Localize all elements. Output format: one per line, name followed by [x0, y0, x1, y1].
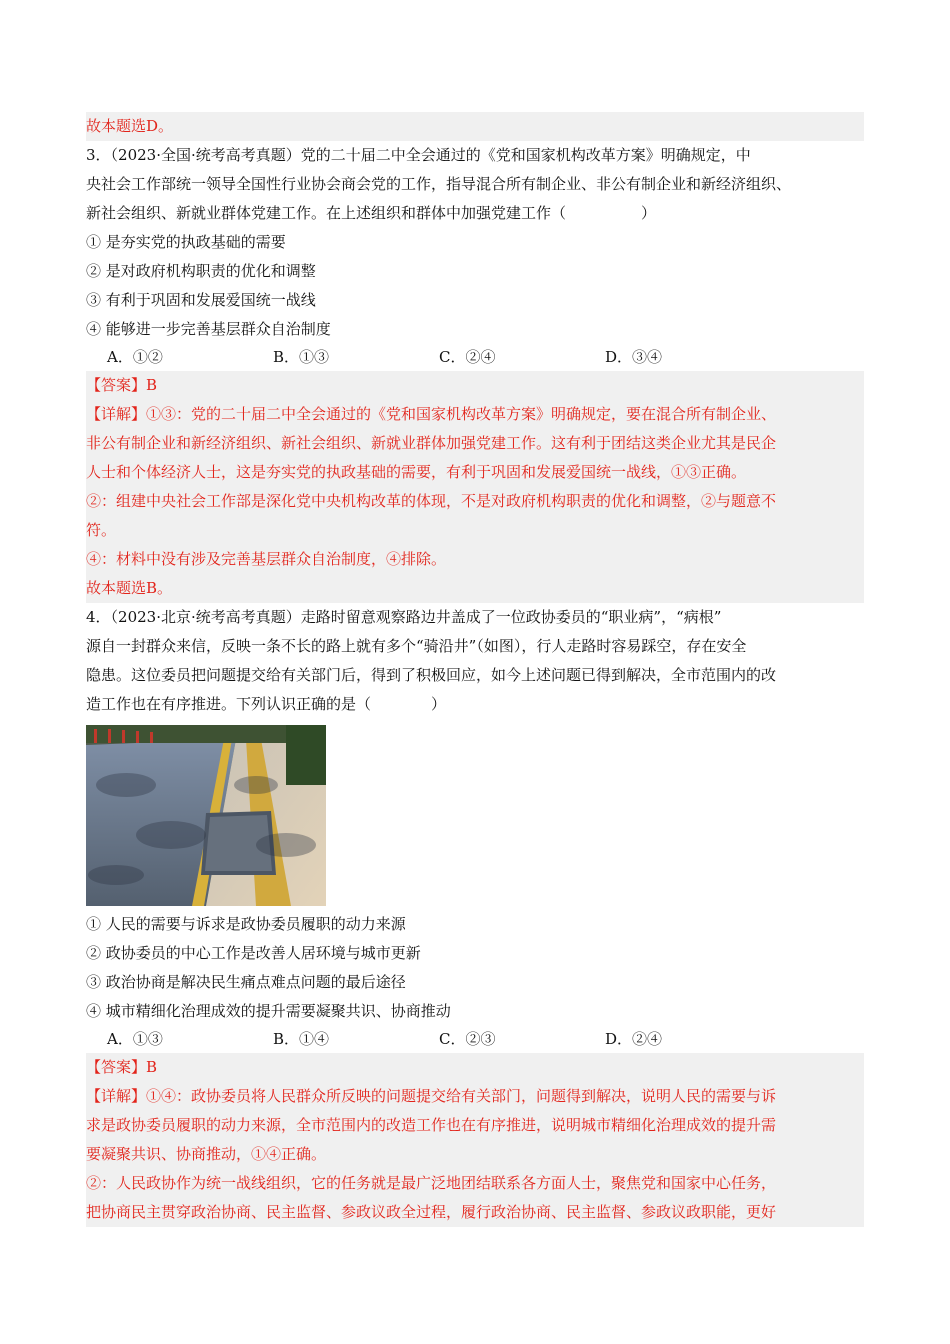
q4-answer-value: B — [146, 1058, 158, 1076]
manhole-road-photo — [86, 725, 326, 906]
question-3 — [86, 141, 864, 603]
q4-statement: ④ 城市精细化治理成效的提升需要凝聚共识、协商推动 — [86, 1002, 451, 1020]
q4-explanation-block — [86, 1053, 864, 1227]
prev-conclusion: 故本题选D。 — [86, 112, 864, 141]
q3-detail-line: 人士和个体经济人士，这是夯实党的执政基础的需要，有利于巩固和发展爱国统一战线，①③正确。 — [86, 463, 747, 481]
q3-detail-label: 【详解】 — [86, 405, 147, 423]
q4-detail-line: 要凝聚共识、协商推动，①④正确。 — [86, 1145, 327, 1163]
q4-option-c: C．②③ — [439, 1030, 496, 1048]
q4-statement: ③ 政治协商是解决民生痛点难点问题的最后途径 — [86, 973, 406, 991]
q4-detail-label: 【详解】 — [86, 1087, 147, 1105]
document-page — [86, 112, 864, 1227]
question-4 — [86, 603, 864, 1227]
q3-stem-line: 新社会组织、新就业群体党建工作。在上述组织和群体中加强党建工作（ ） — [86, 204, 657, 222]
q3-statement: ④ 能够进一步完善基层群众自治制度 — [86, 320, 331, 338]
q3-detail-line: 非公有制企业和新经济组织、新社会组织、新就业群体加强党建工作。这有利于团结这类企业尤其是民企 — [86, 434, 777, 452]
q4-option-d: D．②④ — [605, 1030, 663, 1048]
q3-stem-line: 央社会工作部统一领导全国性行业协会商会党的工作，指导混合所有制企业、非公有制企业和新经济组织、 — [86, 175, 792, 193]
q3-conclusion: 故本题选B。 — [86, 579, 173, 597]
q4-detail-text: ①④：政协委员将人民群众所反映的问题提交给有关部门，问题得到解决，说明人民的需要与诉 — [146, 1087, 777, 1105]
q3-explanation-block — [86, 371, 864, 603]
q4-detail-line: ②：人民政协作为统一战线组织，它的任务就是最广泛地团结联系各方面人士，聚焦党和国家中心任务， — [86, 1174, 777, 1192]
q3-option-b: B．①③ — [273, 348, 330, 366]
q3-detail-text: ①③：党的二十届二中全会通过的《党和国家机构改革方案》明确规定，要在混合所有制企业、 — [146, 405, 777, 423]
q4-detail-line — [86, 1082, 864, 1111]
q3-statement: ③ 有利于巩固和发展爱国统一战线 — [86, 291, 316, 309]
q3-option-a: A．①② — [107, 348, 163, 366]
q3-option-d: D．③④ — [605, 348, 663, 366]
q3-detail-line: 符。 — [86, 521, 117, 539]
q3-answer — [86, 371, 864, 400]
q4-stem-line: 源自一封群众来信，反映一条不长的路上就有多个“骑沿井”（如图），行人走路时容易踩空，存在安全 — [86, 637, 747, 655]
q3-options — [86, 344, 864, 371]
q4-options — [86, 1026, 864, 1053]
q4-statement: ② 政协委员的中心工作是改善人居环境与城市更新 — [86, 944, 421, 962]
q3-option-c: C．②④ — [439, 348, 496, 366]
q3-stem-line: 3．（2023·全国·统考高考真题）党的二十届二中全会通过的《党和国家机构改革方案》明确规定，中 — [86, 146, 751, 164]
q3-answer-label: 【答案】 — [86, 376, 147, 394]
q3-detail-line: ④：材料中没有涉及完善基层群众自治制度，④排除。 — [86, 550, 447, 568]
q3-statement: ① 是夯实党的执政基础的需要 — [86, 233, 286, 251]
q4-detail-line: 把协商民主贯穿政治协商、民主监督、参政议政全过程，履行政治协商、民主监督、参政议政职能，更好 — [86, 1203, 777, 1221]
q4-stem-line: 造工作也在有序推进。下列认识正确的是（ ） — [86, 695, 447, 713]
q3-answer-value: B — [146, 376, 158, 394]
q4-answer — [86, 1053, 864, 1082]
q4-stem-line: 4．（2023·北京·统考高考真题）走路时留意观察路边井盖成了一位政协委员的“职业病”，“病根” — [86, 608, 722, 626]
q4-statement: ① 人民的需要与诉求是政协委员履职的动力来源 — [86, 915, 406, 933]
q4-stem-line: 隐患。这位委员把问题提交给有关部门后，得到了积极回应，如今上述问题已得到解决，全市范围内的改 — [86, 666, 777, 684]
q3-detail-line: ②：组建中央社会工作部是深化党中央机构改革的体现，不是对政府机构职责的优化和调整，②与题意不 — [86, 492, 777, 510]
q4-detail-line: 求是政协委员履职的动力来源，全市范围内的改造工作也在有序推进，说明城市精细化治理成效的提升需 — [86, 1116, 777, 1134]
q4-option-b: B．①④ — [273, 1030, 330, 1048]
q4-option-a: A．①③ — [107, 1030, 163, 1048]
q3-statement: ② 是对政府机构职责的优化和调整 — [86, 262, 316, 280]
q3-detail-line — [86, 400, 864, 429]
q4-answer-label: 【答案】 — [86, 1058, 147, 1076]
